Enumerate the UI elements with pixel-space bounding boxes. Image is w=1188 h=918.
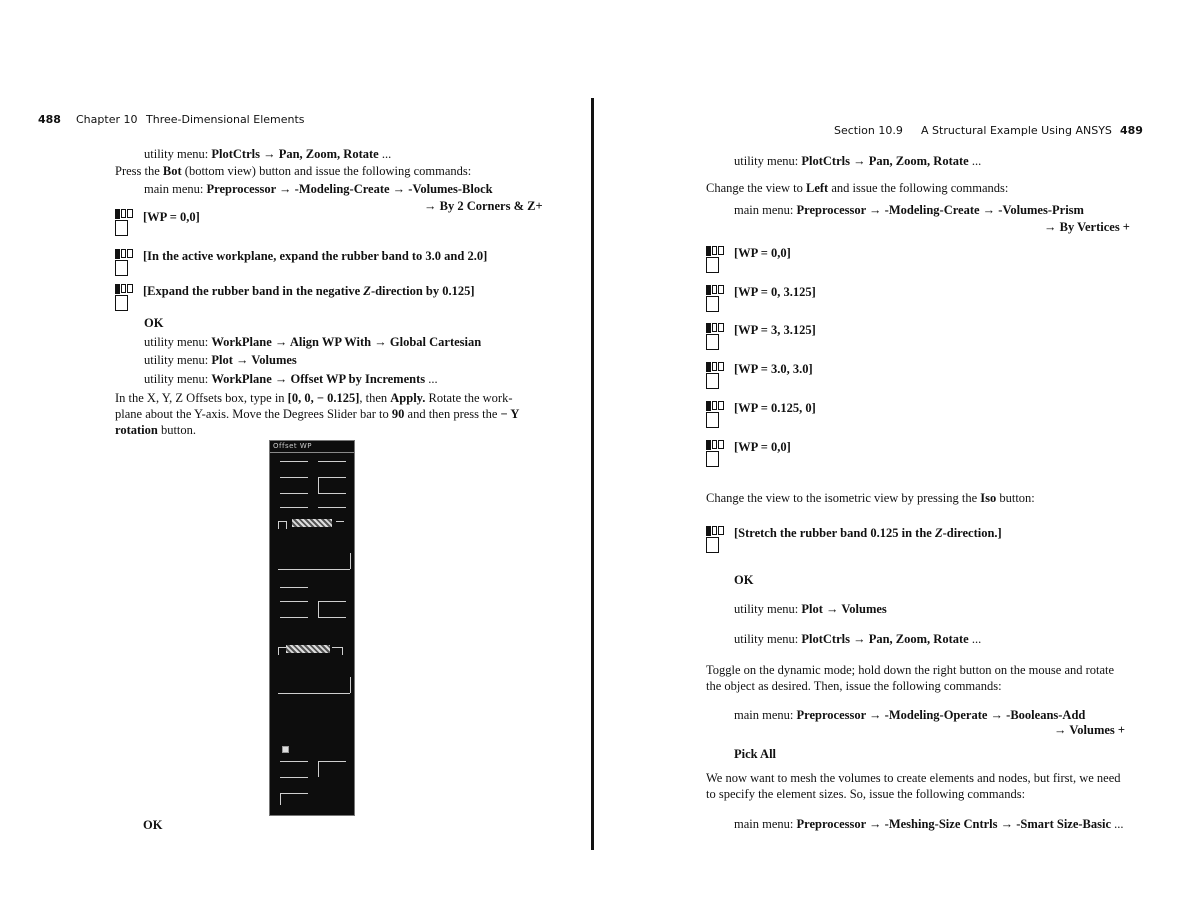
change-view-left: Change the view to Left and issue the following commands:	[706, 181, 1009, 195]
mouse-icon	[706, 246, 724, 274]
offsets-paragraph-line-3: rotation button.	[115, 423, 197, 437]
iso-view-instruction: Change the view to the isometric view by pressing the Iso button:	[706, 491, 1035, 505]
dialog-title: Offset WP	[273, 442, 313, 450]
mouse-step-text: [WP = 3, 3.125]	[734, 323, 816, 337]
command-continuation: → By Vertices +	[1044, 220, 1130, 234]
press-bot-instruction: Press the Bot (bottom view) button and issue the following commands:	[115, 164, 472, 178]
offsets-paragraph-line-2: plane about the Y-axis. Move the Degrees Slider bar to 90 and then press the − Y	[115, 407, 520, 421]
command-offset-wp: utility menu: WorkPlane → Offset WP by Increments ...	[144, 372, 438, 386]
mesh-paragraph-line-1: We now want to mesh the volumes to create elements and nodes, but first, we need	[706, 771, 1121, 785]
toggle-paragraph-line-1: Toggle on the dynamic mode; hold down the right button on the mouse and rotate	[706, 663, 1115, 677]
mouse-icon	[706, 323, 724, 351]
page-number-left: 488	[38, 113, 61, 126]
command-continuation: → Volumes +	[1054, 723, 1126, 737]
mouse-step-text: [WP = 0,0]	[734, 440, 791, 454]
offset-wp-dialog-image	[269, 440, 355, 816]
ok-step: OK	[144, 316, 164, 330]
mouse-step-text: [WP = 0,0]	[143, 210, 200, 224]
chapter-title: Three-Dimensional Elements	[146, 113, 305, 126]
mouse-icon	[115, 249, 133, 277]
mouse-icon	[706, 440, 724, 468]
ok-step: OK	[143, 818, 163, 832]
page-gutter-divider	[591, 98, 594, 850]
command-pan-zoom: utility menu: PlotCtrls → Pan, Zoom, Rotate ...	[144, 147, 392, 161]
mouse-step-text: [WP = 0, 3.125]	[734, 285, 816, 299]
command-smart-size: main menu: Preprocessor → -Meshing-Size Cntrls → -Smart Size-Basic ...	[734, 817, 1124, 831]
section-label: Section 10.9	[834, 124, 903, 137]
toggle-paragraph-line-2: the object as desired. Then, issue the following commands:	[706, 679, 1002, 693]
command-plot-volumes: utility menu: Plot → Volumes	[734, 602, 887, 616]
command-booleans-add: main menu: Preprocessor → -Modeling-Operate → -Booleans-Add	[734, 708, 1086, 722]
command-align-wp: utility menu: WorkPlane → Align WP With → Global Cartesian	[144, 335, 482, 349]
mouse-icon	[706, 362, 724, 390]
command-volumes-prism: main menu: Preprocessor → -Modeling-Create → -Volumes-Prism	[734, 203, 1084, 217]
section-title: A Structural Example Using ANSYS	[921, 124, 1112, 137]
offsets-paragraph-line-1: In the X, Y, Z Offsets box, type in [0, 0, − 0.125], then Apply. Rotate the work-	[115, 391, 513, 405]
chapter-label: Chapter 10	[76, 113, 138, 126]
mouse-step-text: [WP = 0,0]	[734, 246, 791, 260]
mouse-icon	[706, 285, 724, 313]
mouse-icon	[115, 284, 133, 312]
command-volumes-block: main menu: Preprocessor → -Modeling-Create → -Volumes-Block	[144, 182, 493, 196]
mouse-step-text: [Stretch the rubber band 0.125 in the Z-direction.]	[734, 526, 1002, 540]
command-plot-volumes: utility menu: Plot → Volumes	[144, 353, 297, 367]
mouse-step-text: [WP = 0.125, 0]	[734, 401, 816, 415]
mouse-step-text: [Expand the rubber band in the negative Z-direction by 0.125]	[143, 284, 475, 298]
mouse-icon	[115, 209, 133, 237]
pick-all-step: Pick All	[734, 747, 777, 761]
mouse-step-text: [In the active workplane, expand the rubber band to 3.0 and 2.0]	[143, 249, 488, 263]
mouse-icon	[706, 526, 724, 554]
command-continuation: → By 2 Corners & Z+	[424, 199, 543, 213]
command-pan-zoom: utility menu: PlotCtrls → Pan, Zoom, Rotate ...	[734, 632, 982, 646]
mesh-paragraph-line-2: to specify the element sizes. So, issue the following commands:	[706, 787, 1026, 801]
mouse-step-text: [WP = 3.0, 3.0]	[734, 362, 813, 376]
page-number-right: 489	[1120, 124, 1143, 137]
ok-step: OK	[734, 573, 754, 587]
mouse-icon	[706, 401, 724, 429]
command-pan-zoom: utility menu: PlotCtrls → Pan, Zoom, Rotate ...	[734, 154, 982, 168]
